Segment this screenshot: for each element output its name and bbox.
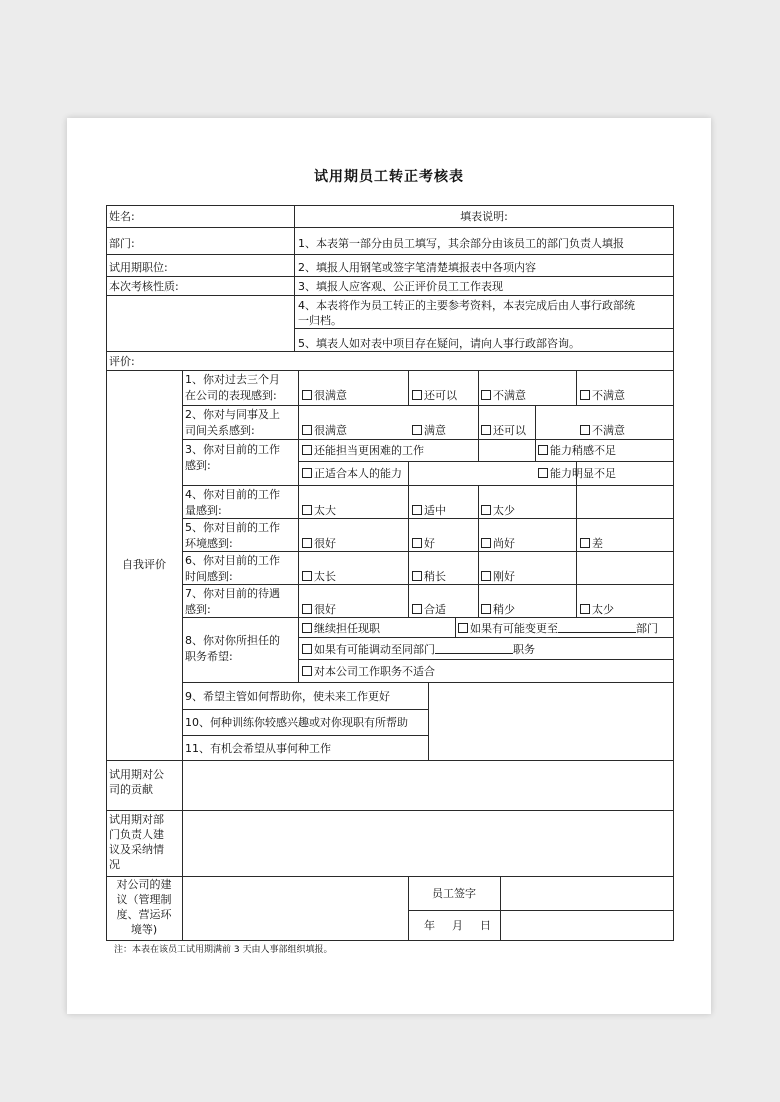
q3-option-suits-ability[interactable]: 正适合本人的能力 <box>302 467 402 480</box>
q5-option-very-good[interactable]: 很好 <box>302 537 336 550</box>
checkbox-icon <box>412 538 422 548</box>
employee-signature-field[interactable] <box>501 877 673 910</box>
grid-line <box>576 485 577 617</box>
grid-line <box>106 370 674 371</box>
contribution-label-line2: 司的贡献 <box>109 783 153 796</box>
grid-line <box>106 205 107 940</box>
grid-line <box>182 584 674 585</box>
form-footnote: 注：本表在该员工试用期满前 3 天由人事部组织填报。 <box>114 945 333 955</box>
grid-line <box>106 295 674 296</box>
grid-line <box>182 518 674 519</box>
position-label: 试用期职位: <box>109 261 168 274</box>
q1-option-ok[interactable]: 还可以 <box>412 389 457 402</box>
company-advice-label-line4: 境等) <box>130 923 158 936</box>
q3-option-can-handle-harder[interactable]: 还能担当更困难的工作 <box>302 444 424 457</box>
answer-area-q9-q11[interactable] <box>429 683 673 760</box>
dept-advice-field[interactable] <box>183 811 673 876</box>
grid-line <box>182 617 674 618</box>
grid-line <box>182 439 674 440</box>
assessment-nature-label: 本次考核性质: <box>109 280 179 293</box>
grid-line <box>182 735 428 736</box>
question-8-line1: 8、你对你所担任的 <box>185 634 280 647</box>
q7-option-slightly-low[interactable]: 稍少 <box>481 603 515 616</box>
q4-option-too-much[interactable]: 太大 <box>302 504 336 517</box>
checkbox-icon <box>412 604 422 614</box>
checkbox-icon <box>302 425 312 435</box>
grid-line <box>408 370 409 405</box>
instruction-2: 2、填报人用钢笔或签字笔清楚填报表中各项内容 <box>298 261 536 274</box>
checkbox-icon <box>458 623 468 633</box>
question-9: 9、希望主管如何帮助你，使未来工作更好 <box>185 690 390 703</box>
q8-option-change-department[interactable]: 如果有可能变更至 部门 <box>458 622 658 635</box>
q1-option-dissatisfied-2[interactable]: 不满意 <box>580 389 625 402</box>
q7-option-appropriate[interactable]: 合适 <box>412 603 446 616</box>
grid-line <box>298 461 674 462</box>
date-day-label: 日 <box>480 919 491 932</box>
checkbox-icon <box>580 604 590 614</box>
checkbox-icon <box>538 468 548 478</box>
checkbox-icon <box>580 538 590 548</box>
q2-option-dissatisfied[interactable]: 不满意 <box>580 424 625 437</box>
date-year-label: 年 <box>424 919 435 932</box>
checkbox-icon <box>481 571 491 581</box>
checkbox-icon <box>580 425 590 435</box>
question-6-line1: 6、你对目前的工作 <box>185 554 280 567</box>
company-advice-label-line1: 对公司的建 <box>116 878 172 891</box>
checkbox-icon <box>412 571 422 581</box>
question-5-line1: 5、你对目前的工作 <box>185 521 280 534</box>
grid-line <box>182 709 428 710</box>
question-4-line1: 4、你对目前的工作 <box>185 488 280 501</box>
dept-advice-label-line1: 试用期对部 <box>109 813 164 826</box>
form-title: 试用期员工转正考核表 <box>314 169 464 185</box>
grid-line <box>408 485 409 617</box>
q5-option-poor[interactable]: 差 <box>580 537 603 550</box>
checkbox-icon <box>481 538 491 548</box>
checkbox-icon <box>580 390 590 400</box>
grid-line <box>106 940 674 941</box>
company-advice-label-line3: 度、营运环 <box>116 908 172 921</box>
instruction-5: 5、填表人如对表中项目存在疑问，请向人事行政部咨询。 <box>298 337 580 350</box>
name-field[interactable] <box>146 206 293 227</box>
q7-option-very-good[interactable]: 很好 <box>302 603 336 616</box>
assessment-nature-field[interactable] <box>184 277 293 295</box>
dept-advice-label-line3: 议及采纳情 <box>109 843 164 856</box>
checkbox-icon <box>538 445 548 455</box>
q6-option-just-right[interactable]: 刚好 <box>481 570 515 583</box>
grid-line <box>478 485 479 617</box>
grid-line <box>576 370 577 405</box>
evaluation-form-table <box>106 205 674 940</box>
q3-option-clearly-insufficient[interactable]: 能力明显不足 <box>538 467 616 480</box>
department-blank-field[interactable] <box>558 622 636 633</box>
checkbox-icon <box>481 425 491 435</box>
checkbox-icon <box>412 505 422 515</box>
checkbox-icon <box>302 604 312 614</box>
department-label: 部门: <box>109 237 135 250</box>
checkbox-icon <box>412 425 422 435</box>
checkbox-icon <box>302 538 312 548</box>
instruction-4: 4、本表将作为员工转正的主要参考资料，本表完成后由人事行政部统 <box>298 299 635 312</box>
question-7-line1: 7、你对目前的待遇 <box>185 587 280 600</box>
q2-option-very-satisfied[interactable]: 很满意 <box>302 424 347 437</box>
question-6-line2: 时间感到: <box>185 570 233 583</box>
grid-line <box>182 485 674 486</box>
date-field[interactable] <box>501 911 673 940</box>
question-8-line2: 职务希望: <box>185 650 233 663</box>
dept-advice-label-line2: 门负责人建 <box>109 828 164 841</box>
q8-option-transfer-same-dept[interactable]: 如果有可能调动至同部门 职务 <box>302 643 535 656</box>
grid-line <box>478 370 479 461</box>
q6-option-too-long[interactable]: 太长 <box>302 570 336 583</box>
grid-line <box>182 405 674 406</box>
checkbox-icon <box>302 666 312 676</box>
evaluation-label: 评价: <box>109 355 135 368</box>
question-2-line1: 2、你对与同事及上 <box>185 408 280 421</box>
q1-option-very-satisfied[interactable]: 很满意 <box>302 389 347 402</box>
grid-line <box>298 370 299 682</box>
checkbox-icon <box>481 505 491 515</box>
question-3-line1: 3、你对目前的工作 <box>185 443 280 456</box>
position-field[interactable] <box>171 255 293 276</box>
company-advice-label-line2: 议（管理制 <box>116 893 172 906</box>
question-1-line2: 在公司的表现感到: <box>185 389 277 402</box>
form-paper <box>67 118 711 1014</box>
grid-line <box>106 351 674 352</box>
q4-option-too-little[interactable]: 太少 <box>481 504 515 517</box>
date-month-label: 月 <box>452 919 463 932</box>
self-evaluation-label: 自我评价 <box>122 558 166 571</box>
grid-line <box>408 461 409 485</box>
q3-option-slightly-insufficient[interactable]: 能力稍感不足 <box>538 444 616 457</box>
q2-option-satisfied[interactable]: 满意 <box>412 424 446 437</box>
checkbox-icon <box>302 623 312 633</box>
instruction-1: 1、本表第一部分由员工填写，其余部分由该员工的部门负责人填报 <box>298 237 624 250</box>
q5-option-good[interactable]: 好 <box>412 537 435 550</box>
position-blank-field[interactable] <box>435 643 513 654</box>
q2-option-ok[interactable]: 还可以 <box>481 424 526 437</box>
grid-line <box>298 659 674 660</box>
question-4-line2: 量感到: <box>185 504 222 517</box>
q5-option-fair[interactable]: 尚好 <box>481 537 515 550</box>
q4-option-moderate[interactable]: 适中 <box>412 504 446 517</box>
question-11: 11、有机会希望从事何种工作 <box>185 742 331 755</box>
question-1-line1: 1、你对过去三个月 <box>185 373 280 386</box>
checkbox-icon <box>302 390 312 400</box>
q6-option-slightly-long[interactable]: 稍长 <box>412 570 446 583</box>
checkbox-icon <box>481 604 491 614</box>
checkbox-icon <box>412 390 422 400</box>
question-2-line2: 司间关系感到: <box>185 424 255 437</box>
contribution-field[interactable] <box>183 761 673 810</box>
checkbox-icon <box>481 390 491 400</box>
checkbox-icon <box>302 468 312 478</box>
question-5-line2: 环境感到: <box>185 537 233 550</box>
grid-line <box>673 205 674 940</box>
question-10: 10、何种训练你较感兴趣或对你现职有所帮助 <box>185 716 408 729</box>
grid-line <box>182 551 674 552</box>
grid-line <box>455 617 456 637</box>
q1-option-dissatisfied[interactable]: 不满意 <box>481 389 526 402</box>
department-field[interactable] <box>140 228 293 254</box>
question-7-line2: 感到: <box>185 603 211 616</box>
q8-option-not-suitable[interactable]: 对本公司工作职务不适合 <box>302 665 435 678</box>
grid-line <box>298 637 674 638</box>
checkbox-icon <box>302 644 312 654</box>
grid-line <box>294 205 295 351</box>
company-advice-field[interactable] <box>183 877 408 940</box>
grid-line <box>535 405 536 461</box>
employee-signature-label: 员工签字 <box>432 887 476 900</box>
name-label: 姓名: <box>109 210 135 223</box>
dept-advice-label-line4: 况 <box>109 858 120 871</box>
grid-line <box>408 876 409 940</box>
checkbox-icon <box>302 445 312 455</box>
q8-option-continue-current[interactable]: 继续担任现职 <box>302 622 380 635</box>
checkbox-icon <box>302 571 312 581</box>
contribution-label-line1: 试用期对公 <box>109 768 164 781</box>
instruction-4-cont: 一归档。 <box>298 314 342 327</box>
instruction-3: 3、填报人应客观、公正评价员工工作表现 <box>298 280 503 293</box>
grid-line <box>294 328 674 329</box>
q7-option-too-low[interactable]: 太少 <box>580 603 614 616</box>
checkbox-icon <box>302 505 312 515</box>
question-3-line2: 感到: <box>185 459 211 472</box>
instructions-header: 填表说明: <box>460 210 508 223</box>
